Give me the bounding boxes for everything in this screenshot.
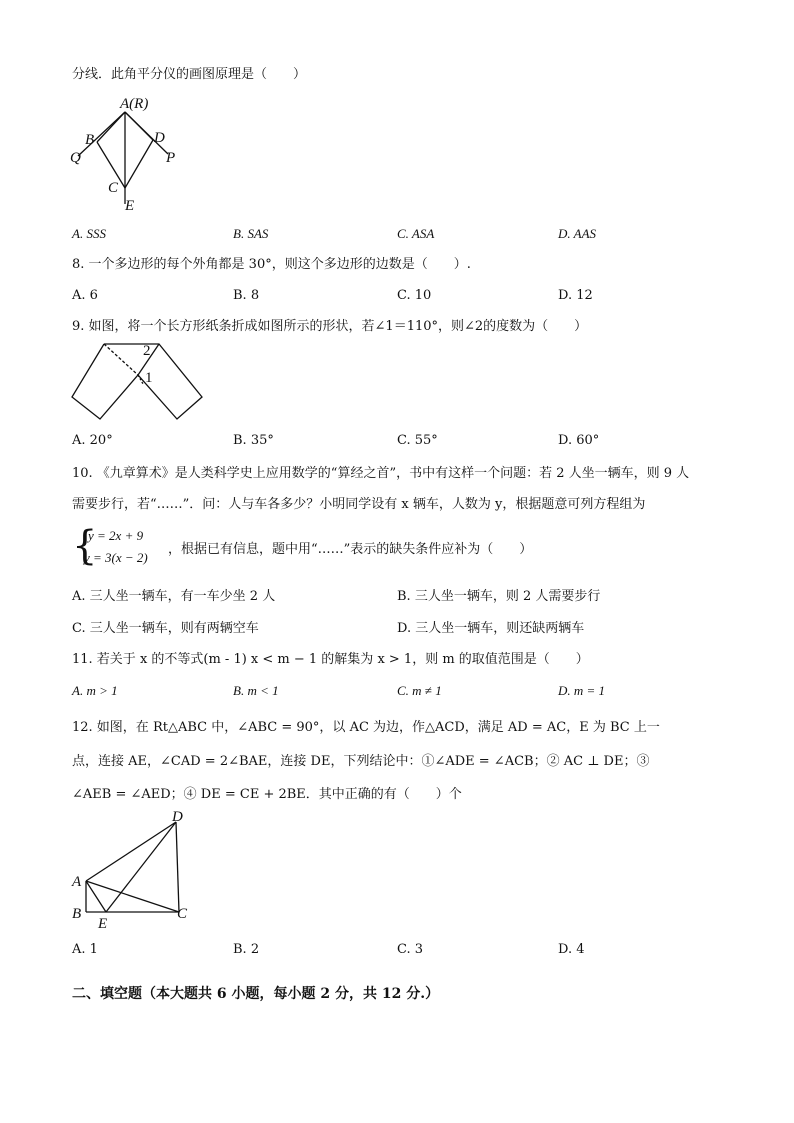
q7-stem-tail: 分线．此角平分仪的画图原理是（ ）	[72, 67, 307, 82]
q7-label-C: C	[108, 180, 119, 196]
q7-option-a[interactable]: A. SSS	[72, 226, 106, 241]
q7-label-A: A(R)	[120, 96, 149, 112]
q10-stem-line3: ，根据已有信息，题中用“……”表示的缺失条件应补为（ ）	[168, 542, 533, 557]
q12-label-E: E	[98, 916, 108, 932]
q11-option-b[interactable]: B. m < 1	[233, 683, 279, 698]
q7-option-d[interactable]: D. AAS	[558, 226, 597, 241]
q7-label-P: P	[166, 150, 176, 166]
q10-equation-brace: {	[72, 523, 98, 569]
q12-label-D: D	[172, 809, 183, 825]
q12-stem-line3: ∠AEB = ∠AED；④ DE = CE + 2BE．其中正确的有（ ）个	[72, 787, 462, 802]
q12-label-C: C	[177, 906, 188, 922]
q7-label-E: E	[125, 198, 135, 214]
q10-option-c[interactable]: C. 三人坐一辆车，则有两辆空车	[72, 621, 259, 636]
q9-option-b[interactable]: B. 35°	[233, 433, 274, 448]
q8-option-c[interactable]: C. 10	[397, 288, 432, 303]
q12-triangle-figure	[68, 808, 198, 932]
q9-label-angle-1: 1	[145, 370, 153, 386]
q7-label-D: D	[154, 130, 165, 146]
q12-stem-line2: 点，连接 AE，∠CAD = 2∠BAE，连接 DE，下列结论中：①∠ADE = ∠ACB；② AC ⊥ DE；③	[72, 754, 650, 769]
q7-label-Q: Q	[70, 150, 81, 166]
q8-option-a[interactable]: A. 6	[72, 288, 98, 303]
q7-angle-bisector-figure	[68, 92, 188, 214]
q9-option-a[interactable]: A. 20°	[72, 433, 113, 448]
q10-stem-line2: 需要步行，若“……”．问：人与车各多少？小明同学设有 x 辆车，人数为 y，根据题意可列方程组为	[72, 497, 646, 512]
q10-option-a[interactable]: A. 三人坐一辆车，有一车少坐 2 人	[72, 589, 276, 604]
q9-option-c[interactable]: C. 55°	[397, 433, 438, 448]
q11-stem: 11. 若关于 x 的不等式(m - 1) x < m − 1 的解集为 x > 1，则 m 的取值范围是（ ）	[72, 652, 589, 667]
q9-folded-strip-figure	[68, 340, 208, 422]
q12-label-B: B	[72, 906, 82, 922]
q12-option-a[interactable]: A. 1	[72, 942, 98, 957]
q12-label-A: A	[72, 874, 82, 890]
q12-option-c[interactable]: C. 3	[397, 942, 424, 957]
q11-option-c[interactable]: C. m ≠ 1	[397, 683, 442, 698]
q12-option-b[interactable]: B. 2	[233, 942, 260, 957]
q8-option-d[interactable]: D. 12	[558, 288, 593, 303]
q10-equation-1: y = 2x + 9	[88, 528, 144, 543]
section-2-heading: 二、填空题（本大题共 6 小题，每小题 2 分，共 12 分.）	[72, 986, 440, 1002]
q10-option-d[interactable]: D. 三人坐一辆车，则还缺两辆车	[397, 621, 585, 636]
q7-label-B: B	[85, 132, 95, 148]
q9-option-d[interactable]: D. 60°	[558, 433, 600, 448]
q11-option-a[interactable]: A. m > 1	[72, 683, 118, 698]
q8-stem: 8. 一个多边形的每个外角都是 30°，则这个多边形的边数是（ ）.	[72, 257, 471, 272]
q10-equation-2: y = 3(x − 2)	[84, 550, 148, 565]
q9-label-angle-2: 2	[143, 343, 151, 359]
q10-stem-line1: 10. 《九章算术》是人类科学史上应用数学的“算经之首”，书中有这样一个问题：若 2 人坐一辆车，则 9 人	[72, 466, 690, 481]
q12-option-d[interactable]: D. 4	[558, 942, 585, 957]
q7-option-b[interactable]: B. SAS	[233, 226, 269, 241]
q10-option-b[interactable]: B. 三人坐一辆车，则 2 人需要步行	[397, 589, 601, 604]
q12-stem-line1: 12. 如图，在 Rt△ABC 中，∠ABC = 90°，以 AC 为边，作△ACD，满足 AD = AC，E 为 BC 上一	[72, 720, 660, 735]
q7-option-c[interactable]: C. ASA	[397, 226, 435, 241]
q8-option-b[interactable]: B. 8	[233, 288, 260, 303]
q11-option-d[interactable]: D. m = 1	[558, 683, 606, 698]
q9-stem: 9. 如图，将一个长方形纸条折成如图所示的形状，若∠1＝110°，则∠2的度数为（ ）	[72, 319, 588, 334]
